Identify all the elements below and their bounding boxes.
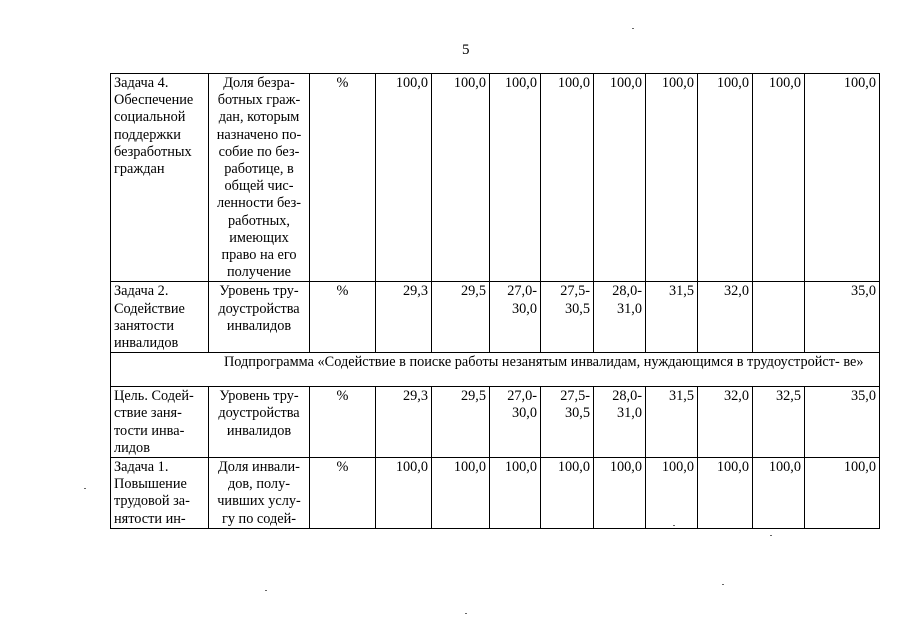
indicator-cell: Доля инвали- дов, полу- чивших услу- гу по содей- (209, 458, 310, 529)
table-row (111, 74, 880, 282)
task-cell: Задача 2. Содействие занятости инвалидов (111, 282, 209, 353)
value-cell: 32,0 (698, 387, 753, 458)
subprogram-spacer (111, 353, 209, 387)
value-cell: 100,0 (432, 74, 490, 282)
table-row (111, 458, 880, 529)
indicators-table (110, 73, 880, 529)
value-cell: 100,0 (698, 74, 753, 282)
value-cell: 100,0 (376, 74, 432, 282)
scan-speck (84, 488, 86, 489)
value-cell: 31,5 (646, 387, 698, 458)
value-cell: 100,0 (490, 458, 541, 529)
scan-speck (770, 535, 772, 536)
value-cell: 100,0 (753, 74, 805, 282)
indicator-cell: Уровень тру- доустройства инвалидов (209, 282, 310, 353)
value-cell: 29,5 (432, 282, 490, 353)
indicator-cell: Доля безра- ботных граж- дан, которым назначено по- собие по без- работице, в общей чис- ленности без- работных, имеющих право на его получение (209, 74, 310, 282)
value-cell: 100,0 (432, 458, 490, 529)
indicator-cell: Уровень тру- доустройства инвалидов (209, 387, 310, 458)
value-cell: 28,0- 31,0 (594, 387, 646, 458)
value-cell: 100,0 (541, 74, 594, 282)
table-row (111, 282, 880, 353)
value-cell (753, 282, 805, 353)
subprogram-title: Подпрограмма «Содействие в поиске работы незанятым инвалидам, нуждающимся в трудоустройст- ве» (209, 353, 880, 387)
value-cell: 29,3 (376, 387, 432, 458)
scan-speck (722, 584, 724, 585)
value-cell: 100,0 (753, 458, 805, 529)
value-cell: 100,0 (594, 458, 646, 529)
value-cell: 100,0 (805, 458, 880, 529)
task-cell: Цель. Содей- ствие заня- тости инва- лидов (111, 387, 209, 458)
table-row (111, 387, 880, 458)
value-cell: 100,0 (805, 74, 880, 282)
scan-speck (632, 28, 634, 29)
value-cell: 32,5 (753, 387, 805, 458)
value-cell: 100,0 (594, 74, 646, 282)
unit-cell: % (310, 282, 376, 353)
value-cell: 100,0 (490, 74, 541, 282)
scan-speck (265, 590, 267, 591)
value-cell: 27,5- 30,5 (541, 387, 594, 458)
value-cell: 28,0- 31,0 (594, 282, 646, 353)
value-cell: 35,0 (805, 387, 880, 458)
value-cell: 29,5 (432, 387, 490, 458)
unit-cell: % (310, 74, 376, 282)
value-cell: 29,3 (376, 282, 432, 353)
unit-cell: % (310, 458, 376, 529)
scan-speck (673, 525, 675, 526)
page-number: 5 (462, 42, 470, 58)
table-row (111, 353, 880, 387)
value-cell: 27,0- 30,0 (490, 387, 541, 458)
task-cell: Задача 1. Повышение трудовой за- нятости ин- (111, 458, 209, 529)
value-cell: 27,5- 30,5 (541, 282, 594, 353)
value-cell: 100,0 (541, 458, 594, 529)
value-cell: 32,0 (698, 282, 753, 353)
value-cell: 100,0 (376, 458, 432, 529)
unit-cell: % (310, 387, 376, 458)
value-cell: 31,5 (646, 282, 698, 353)
task-cell: Задача 4. Обеспечение социальной поддержки безработных граждан (111, 74, 209, 282)
scan-speck (465, 613, 467, 614)
value-cell: 35,0 (805, 282, 880, 353)
value-cell: 100,0 (646, 458, 698, 529)
value-cell: 100,0 (646, 74, 698, 282)
value-cell: 100,0 (698, 458, 753, 529)
value-cell: 27,0- 30,0 (490, 282, 541, 353)
